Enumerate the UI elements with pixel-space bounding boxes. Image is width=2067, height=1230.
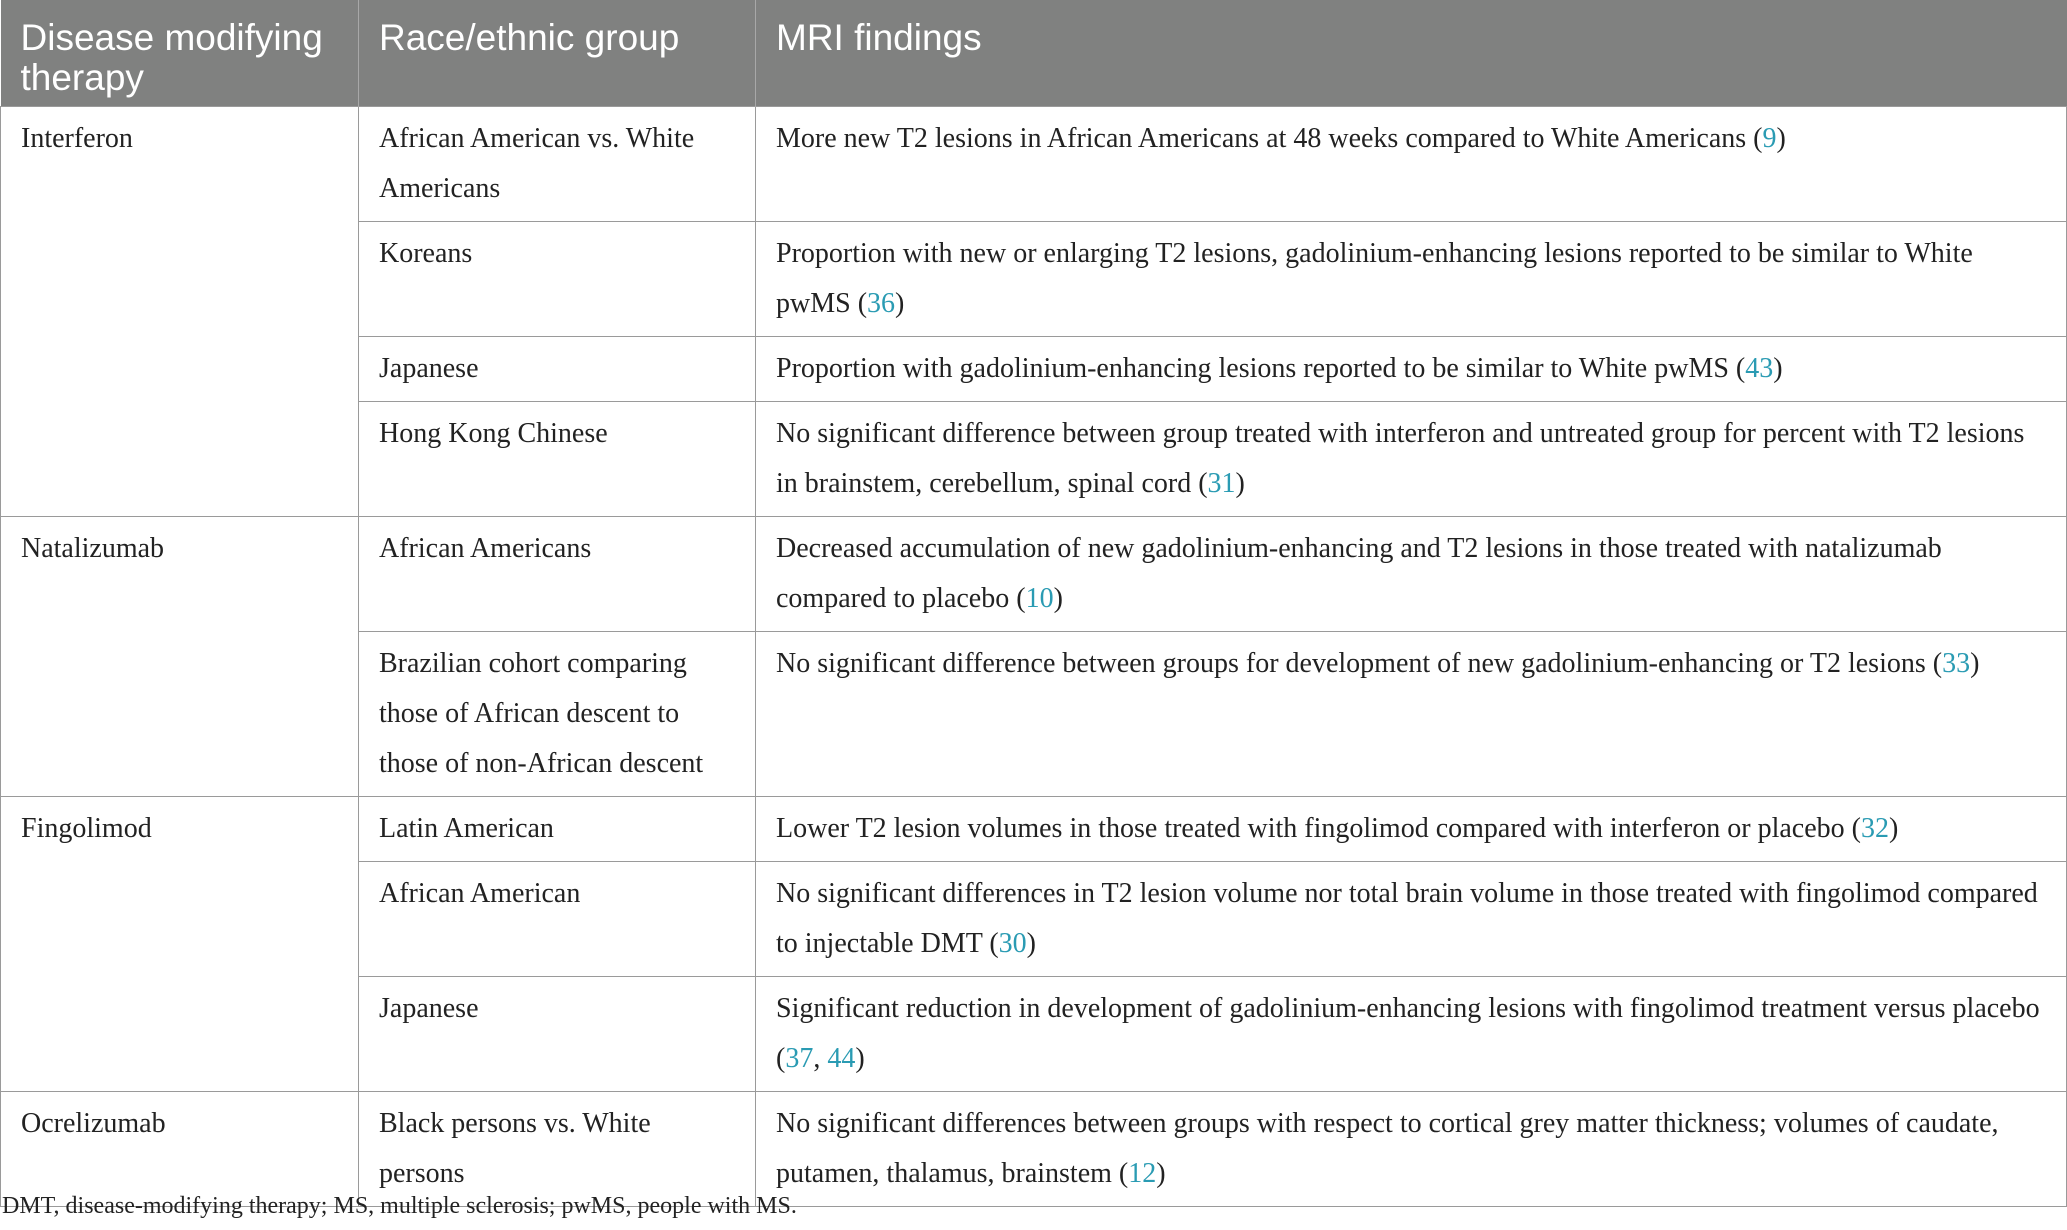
mri-finding-cell [756,107,2067,222]
finding-close-paren: ) [1776,123,1786,154]
header-mri-findings: MRI findings [756,0,2067,107]
race-ethnic-group-cell: African American [359,862,756,977]
mri-finding-cell [756,862,2067,977]
finding-close-paren: ) [895,288,905,319]
reference-link[interactable]: 31 [1207,468,1236,499]
header-race-ethnic-group: Race/ethnic group [359,0,756,107]
finding-close-paren: ) [1888,813,1899,844]
mri-finding-cell [756,977,2067,1092]
therapy-cell: Natalizumab [1,517,359,797]
race-ethnic-group-cell: Japanese [359,977,756,1092]
reference-link[interactable]: 44 [827,1043,856,1074]
therapy-cell: Interferon [1,107,359,517]
finding-text: No significant difference between group treated with interferon and untreated group for percent with T2 lesions in brainstem, cerebellum, spinal cord ( [776,418,2025,499]
finding-text: No significant differences between groups with respect to cortical grey matter thickness; volumes of caudate, putamen, thalamus, brainstem ( [776,1108,1999,1189]
finding-close-paren: ) [1026,928,1036,959]
reference-separator: , [813,1043,828,1074]
reference-link[interactable]: 43 [1745,353,1774,384]
reference-link[interactable]: 12 [1128,1158,1157,1189]
therapy-cell: Fingolimod [1,797,359,1092]
reference-link[interactable]: 10 [1025,583,1054,614]
race-ethnic-group-cell: Black persons vs. White persons [359,1092,756,1207]
finding-close-paren: ) [1235,468,1245,499]
mri-finding-cell [756,402,2067,517]
reference-link[interactable]: 37 [785,1043,814,1074]
mri-finding-cell [756,1092,2067,1207]
finding-text: No significant differences in T2 lesion volume nor total brain volume in those treated with fingolimod compared to injectable DMT ( [776,878,2038,959]
mri-finding-cell [756,337,2067,402]
reference-link[interactable]: 9 [1762,123,1777,154]
finding-close-paren: ) [1970,648,1980,679]
race-ethnic-group-cell: African American vs. White Americans [359,107,756,222]
header-row [1,0,2067,107]
finding-close-paren: ) [1053,583,1063,614]
finding-close-paren: ) [1156,1158,1166,1189]
finding-text: No significant difference between groups for development of new gadolinium-enhancing or T2 lesions ( [776,648,1943,679]
table-body [1,107,2067,1207]
reference-link[interactable]: 32 [1860,813,1889,844]
reference-link[interactable]: 30 [998,928,1027,959]
finding-close-paren: ) [1773,353,1783,384]
race-ethnic-group-cell: Latin American [359,797,756,862]
finding-text: Significant reduction in development of gadolinium-enhancing lesions with fingolimod treatment versus placebo ( [776,993,2040,1074]
finding-text: Proportion with gadolinium-enhancing lesions reported to be similar to White pwMS ( [776,353,1746,384]
header-therapy: Disease modifying therapy [1,0,359,107]
finding-text: Decreased accumulation of new gadolinium-enhancing and T2 lesions in those treated with natalizumab compared to placebo ( [776,533,1942,614]
race-ethnic-group-cell: Brazilian cohort comparing those of African descent to those of non-African descent [359,632,756,797]
reference-link[interactable]: 36 [867,288,896,319]
race-ethnic-group-cell: Koreans [359,222,756,337]
finding-text: Proportion with new or enlarging T2 lesions, gadolinium-enhancing lesions reported to be similar to White pwMS ( [776,238,1973,319]
finding-close-paren: ) [855,1043,865,1074]
race-ethnic-group-cell: Japanese [359,337,756,402]
mri-finding-cell [756,632,2067,797]
finding-text: Lower T2 lesion volumes in those treated with fingolimod compared with interferon or placebo ( [776,813,1861,844]
therapy-cell: Ocrelizumab [1,1092,359,1207]
table-footnote: DMT, disease-modifying therapy; MS, multiple sclerosis; pwMS, people with MS. [2,1193,797,1219]
reference-link[interactable]: 33 [1942,648,1971,679]
race-ethnic-group-cell: Hong Kong Chinese [359,402,756,517]
finding-text: More new T2 lesions in African Americans at 48 weeks compared to White Americans ( [776,123,1763,154]
mri-finding-cell [756,222,2067,337]
table-row [1,107,2067,222]
table-row [1,517,2067,632]
mri-finding-cell [756,517,2067,632]
table-row [1,797,2067,862]
race-ethnic-group-cell: African Americans [359,517,756,632]
mri-finding-cell [756,797,2067,862]
table-row [1,1092,2067,1207]
